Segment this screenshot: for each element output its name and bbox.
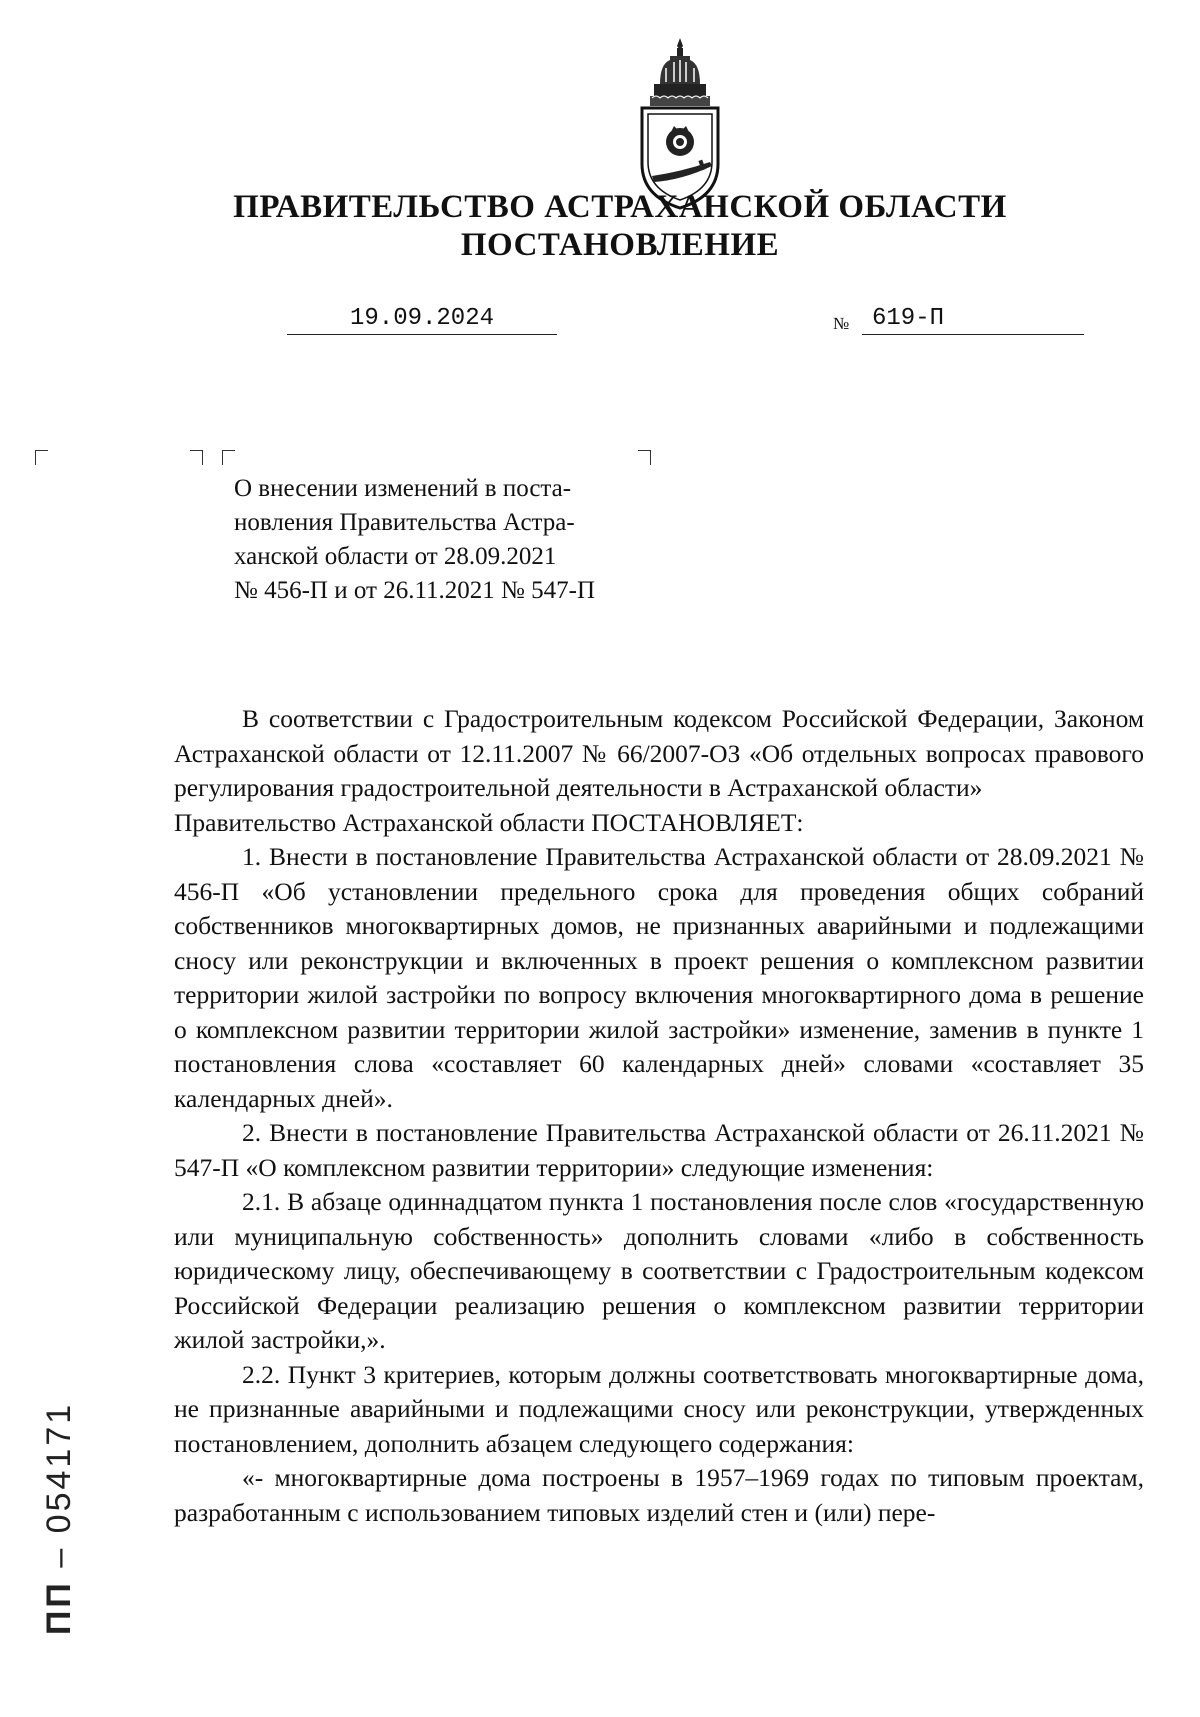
subject-line: № 456-П и от 26.11.2021 № 547-П — [234, 577, 596, 604]
subject-corner-mark — [638, 450, 651, 465]
number-label: № — [833, 314, 850, 333]
subject-corner-mark — [222, 450, 235, 465]
coat-of-arms-icon — [630, 34, 730, 214]
body-paragraph-item-2-1: 2.1. В абзаце одиннадцатом пункта 1 постановления после слов «государственную или муниципальную собственность» дополнить словами «либо в собственность юридическому лицу, обеспечивающему в соответствии с Градостроительным кодексом Российской Федерации реализацию решения о комплексном развитии территории жилой застройки,». — [174, 1187, 1144, 1354]
document-date: 19.09.2024 — [287, 305, 557, 335]
subject-corner-mark — [190, 450, 203, 465]
form-serial-stamp — [40, 1402, 79, 1635]
body-paragraph-resolves: Правительство Астраханской области ПОСТАНОВЛЯЕТ: — [174, 807, 804, 837]
document-type-title: ПОСТАНОВЛЕНИЕ — [460, 227, 780, 263]
stamp-serial: 054171 — [40, 1401, 78, 1534]
document-subject — [234, 472, 642, 608]
document-body — [174, 702, 1144, 1530]
body-paragraph-item-2-2: 2.2. Пункт 3 критериев, которым должны соответствовать многоквартирные дома, не признанные аварийными и подлежащими сносу или реконструкции, утвержденных постановлением, дополнить абзацем следующего содержания: — [174, 1359, 1144, 1458]
subject-line: новления Правительства Астра- — [234, 509, 575, 536]
body-paragraph-item-1: 1. Внести в постановление Правительства Астраханской области от 28.09.2021 № 456-П «Об установлении предельного срока для проведения общих собраний собственников многоквартирных домов, не признанных аварийными и подлежащими сносу или реконструкции и включенных в проект решения о комплексном развитии территории жилой застройки по вопросу включения многоквартирного дома в решение о комплексном развитии территории жилой застройки» изменение, заменив в пункте 1 постановления слова «составляет 60 календарных дней» словами «составляет 35 календарных дней». — [174, 842, 1144, 1113]
stamp-dash: – — [40, 1533, 78, 1581]
subject-line: ханской области от 28.09.2021 — [234, 543, 557, 570]
body-paragraph-preamble: В соответствии с Градостроительным кодексом Российской Федерации, Законом Астраханской области от 12.11.2007 № 66/2007-ОЗ «Об отдельных вопросах правового регулирования градостроительной деятельности в Астраханской области» — [174, 704, 1144, 802]
document-number: 619-П — [862, 305, 1084, 335]
subject-line: О внесении изменений в поста- — [234, 475, 572, 502]
body-paragraph-item-2: 2. Внести в постановление Правительства Астраханской области от 26.11.2021 № 547-П «О комплексном развитии территории» следующие изменения: — [174, 1118, 1144, 1182]
body-paragraph-quote: «- многоквартирные дома построены в 1957–1969 годах по типовым проектам, разработанным с использованием типовых изделий стен и (или) пере- — [174, 1463, 1144, 1527]
stamp-series: ПП — [40, 1580, 78, 1635]
government-title: ПРАВИТЕЛЬСТВО АСТРАХАНСКОЙ ОБЛАСТИ — [233, 189, 1007, 225]
margin-corner-mark — [35, 450, 48, 465]
